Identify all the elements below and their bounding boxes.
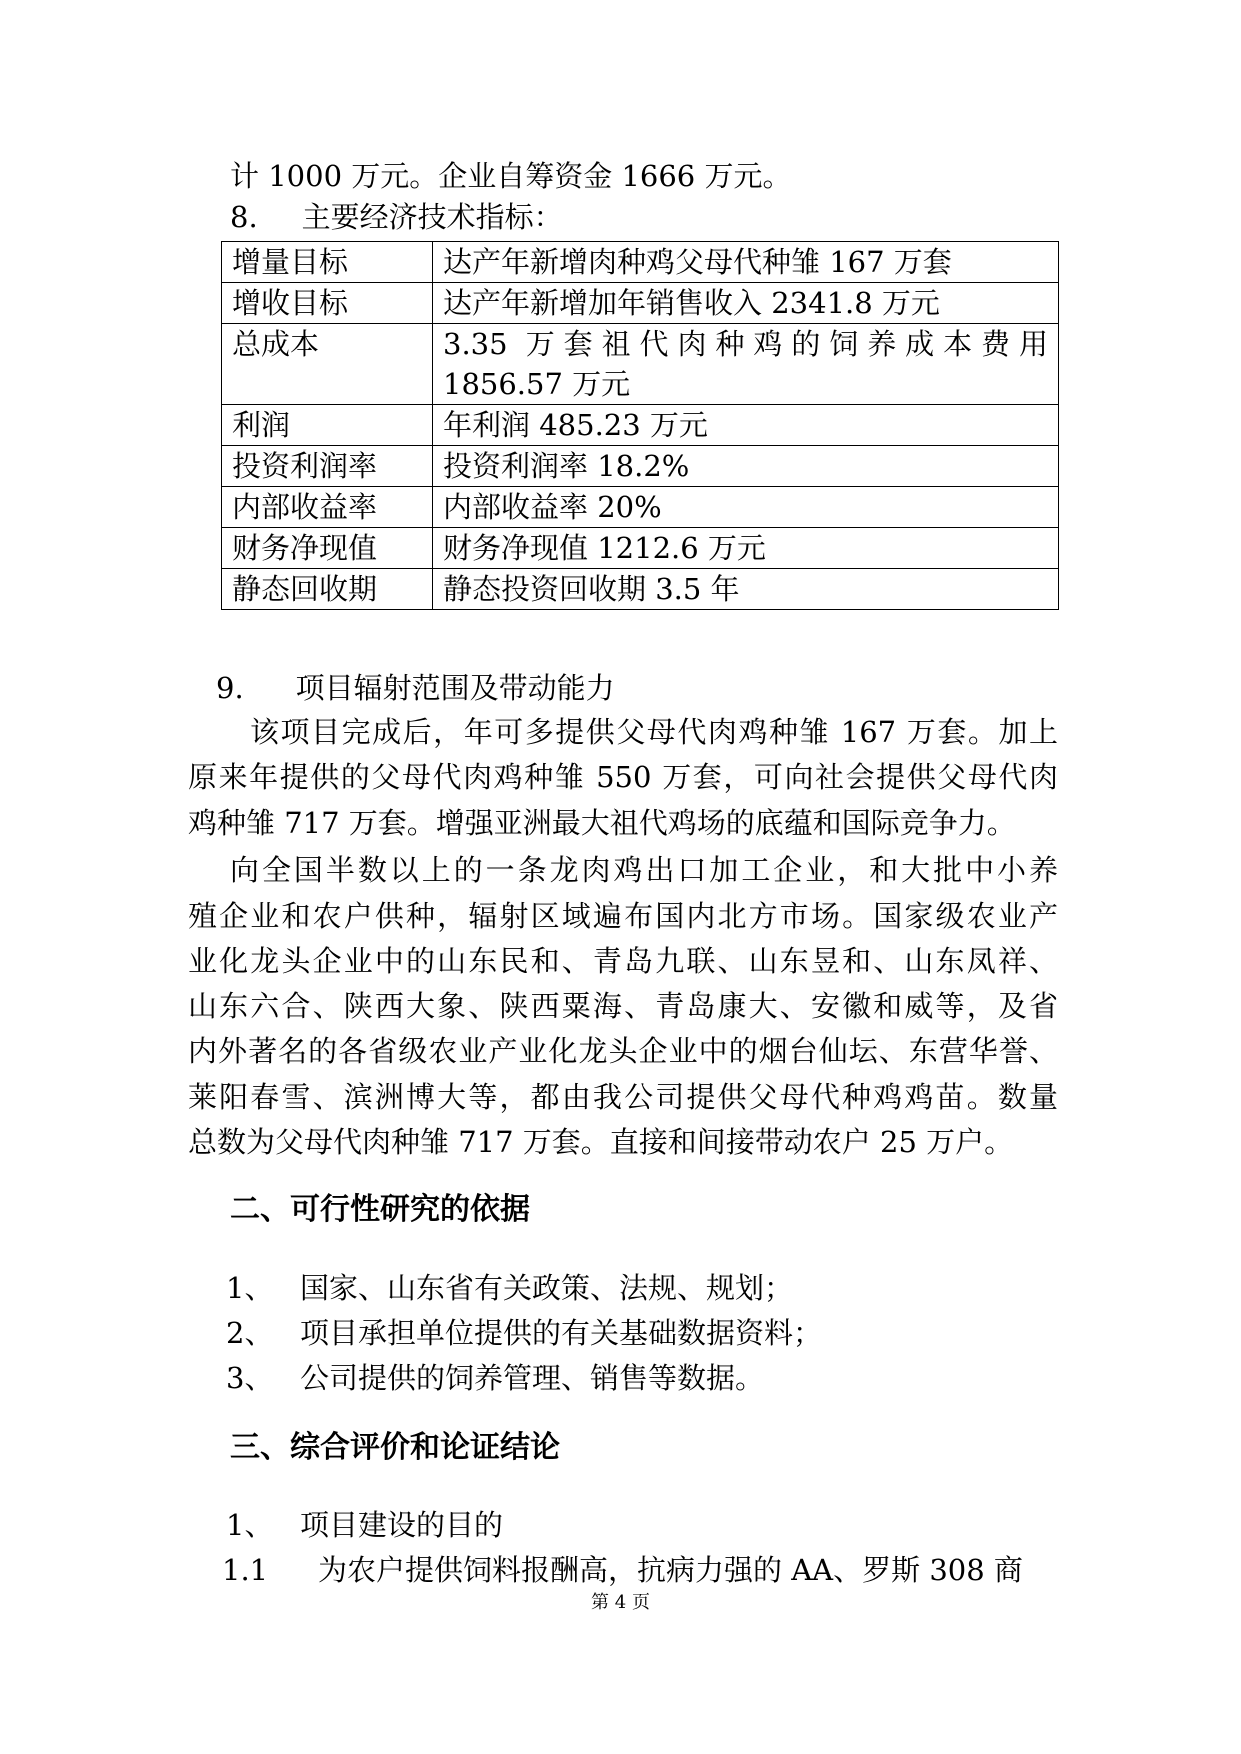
section-title: 主要经济技术指标：	[301, 200, 563, 234]
paragraph-line: 殖企业和农户供种，辐射区域遍布国内北方市场。国家级农业产	[188, 899, 1058, 933]
indicator-value: 达产年新增加年销售收入 2341.8 万元	[433, 283, 1059, 324]
list-item	[226, 1358, 764, 1398]
list-item	[222, 1550, 1023, 1590]
section-heading: 三、综合评价和论证结论	[230, 1430, 560, 1465]
table-row	[222, 324, 1059, 405]
section-number: 9.	[216, 671, 244, 705]
list-number: 2、	[226, 1316, 274, 1350]
indicator-value: 投资利润率 18.2%	[433, 446, 1059, 487]
indicator-key: 财务净现值	[222, 528, 433, 569]
indicator-value: 达产年新增肉种鸡父母代种雏 167 万套	[433, 242, 1059, 283]
indicator-value: 年利润 485.23 万元	[433, 405, 1059, 446]
paragraph-line: 向全国半数以上的一条龙肉鸡出口加工企业，和大批中小养	[230, 853, 1058, 887]
indicator-value	[433, 324, 1059, 405]
indicator-value-line: 3.35 万套祖代肉种鸡的饲养成本费用	[443, 327, 1048, 361]
section9-heading	[216, 668, 615, 708]
list-number: 1、	[226, 1508, 274, 1542]
paragraph-line: 鸡种雏 717 万套。增强亚洲最大祖代鸡场的底蕴和国际竞争力。	[188, 806, 1016, 840]
intro-line: 计 1000 万元。企业自筹资金 1666 万元。	[230, 159, 792, 193]
paragraph-line: 该项目完成后，年可多提供父母代肉鸡种雏 167 万套。加上	[250, 715, 1058, 749]
paragraph-line: 莱阳春雪、滨洲博大等，都由我公司提供父母代种鸡鸡苗。数量	[188, 1080, 1058, 1114]
paragraph-line: 总数为父母代肉种雏 717 万套。直接和间接带动农户 25 万户。	[188, 1125, 1014, 1159]
list-text: 公司提供的饲养管理、销售等数据。	[300, 1361, 765, 1395]
list-text: 国家、山东省有关政策、法规、规划；	[300, 1271, 794, 1305]
section-number: 8.	[230, 200, 258, 234]
table-row	[222, 487, 1059, 528]
indicator-value: 静态投资回收期 3.5 年	[433, 569, 1059, 610]
paragraph-line: 业化龙头企业中的山东民和、青岛九联、山东昱和、山东凤祥、	[188, 944, 1058, 978]
list-number: 3、	[226, 1361, 274, 1395]
list-text: 项目承担单位提供的有关基础数据资料；	[300, 1316, 823, 1350]
indicator-key: 静态回收期	[222, 569, 433, 610]
list-text: 项目建设的目的	[300, 1508, 504, 1542]
section8-heading	[230, 197, 563, 237]
list-item	[226, 1313, 822, 1353]
page-number: 第 4 页	[591, 1592, 650, 1613]
list-number: 1、	[226, 1271, 274, 1305]
indicator-key: 增收目标	[222, 283, 433, 324]
section-heading: 二、可行性研究的依据	[230, 1192, 530, 1227]
table-row	[222, 242, 1059, 283]
section-title: 项目辐射范围及带动能力	[295, 671, 615, 705]
indicator-key: 总成本	[222, 324, 433, 405]
indicator-value: 内部收益率 20%	[433, 487, 1059, 528]
indicator-value-line: 1856.57 万元	[443, 367, 631, 401]
table-row	[222, 569, 1059, 610]
list-text: 为农户提供饲料报酬高，抗病力强的 AA、罗斯 308 商	[318, 1553, 1023, 1587]
indicator-key: 利润	[222, 405, 433, 446]
list-number: 1.1	[222, 1553, 269, 1587]
table-row	[222, 446, 1059, 487]
list-item	[226, 1505, 503, 1545]
indicator-key: 内部收益率	[222, 487, 433, 528]
indicator-key: 增量目标	[222, 242, 433, 283]
indicator-table	[221, 241, 1059, 610]
indicator-key: 投资利润率	[222, 446, 433, 487]
paragraph-line: 山东六合、陕西大象、陕西粟海、青岛康大、安徽和威等，及省	[188, 989, 1058, 1023]
paragraph-line: 内外著名的各省级农业产业化龙头企业中的烟台仙坛、东营华誉、	[188, 1034, 1058, 1068]
list-item	[226, 1268, 793, 1308]
table-row	[222, 405, 1059, 446]
table-row	[222, 283, 1059, 324]
table-row	[222, 528, 1059, 569]
indicator-value: 财务净现值 1212.6 万元	[433, 528, 1059, 569]
paragraph-line: 原来年提供的父母代肉鸡种雏 550 万套，可向社会提供父母代肉	[188, 760, 1058, 794]
